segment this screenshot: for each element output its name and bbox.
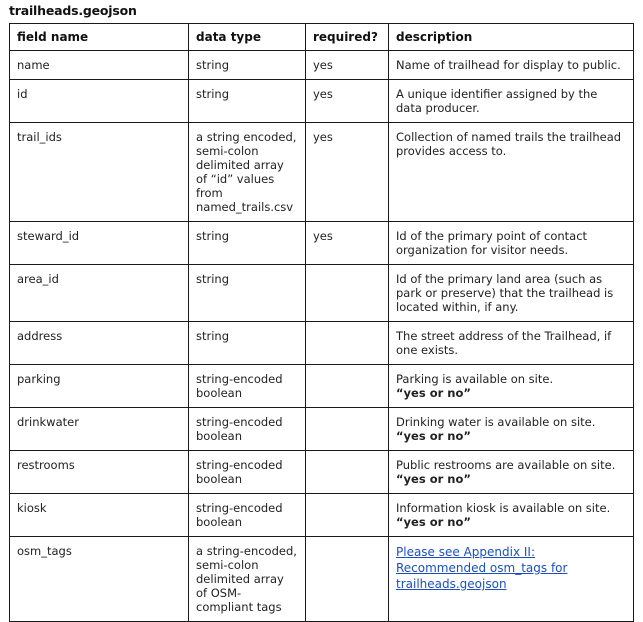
required-cell	[306, 408, 389, 451]
required-cell: yes	[306, 80, 389, 123]
value-format-note: “yes or no”	[396, 429, 471, 443]
required-cell	[306, 265, 389, 322]
description-cell	[389, 265, 634, 322]
data-type-cell: string	[189, 222, 306, 265]
header-data-type: data type	[189, 24, 306, 51]
description-text: Public restrooms are available on site.	[396, 458, 616, 472]
description-text: The street address of the Trailhead, if one exists.	[396, 329, 612, 357]
table-row	[10, 322, 634, 365]
description-cell	[389, 80, 634, 123]
data-type-cell: a string-encoded, semi-colon delimited array of OSM-compliant tags	[189, 537, 306, 622]
data-type-cell: string	[189, 265, 306, 322]
data-type-cell: a string encoded, semi-colon delimited array of “id” values from named_trails.csv	[189, 123, 306, 222]
table-row	[10, 265, 634, 322]
field-name-cell: kiosk	[10, 494, 189, 537]
description-cell	[389, 51, 634, 80]
field-name-cell: address	[10, 322, 189, 365]
table-row	[10, 80, 634, 123]
description-text: Name of trailhead for display to public.	[396, 58, 621, 72]
field-name-cell: restrooms	[10, 451, 189, 494]
required-cell	[306, 365, 389, 408]
field-name-cell: area_id	[10, 265, 189, 322]
field-name-cell: id	[10, 80, 189, 123]
value-format-note: “yes or no”	[396, 515, 471, 529]
field-name-cell: osm_tags	[10, 537, 189, 622]
table-row	[10, 51, 634, 80]
field-name-cell: parking	[10, 365, 189, 408]
header-field-name: field name	[10, 24, 189, 51]
description-text: Id of the primary point of contact organization for visitor needs.	[396, 229, 588, 257]
schema-table	[9, 23, 634, 622]
description-text: Information kiosk is available on site.	[396, 501, 611, 515]
table-row	[10, 451, 634, 494]
data-type-cell: string-encoded boolean	[189, 451, 306, 494]
required-cell	[306, 537, 389, 622]
appendix-ii-link[interactable]: Please see Appendix II: Recommended osm_tags for trailheads.geojson	[396, 545, 568, 591]
description-text: Collection of named trails the trailhead provides access to.	[396, 130, 622, 158]
data-type-cell: string	[189, 322, 306, 365]
field-name-cell: steward_id	[10, 222, 189, 265]
required-cell: yes	[306, 222, 389, 265]
description-cell	[389, 451, 634, 494]
value-format-note: “yes or no”	[396, 472, 471, 486]
data-type-cell: string-encoded boolean	[189, 365, 306, 408]
description-cell	[389, 222, 634, 265]
header-description: description	[389, 24, 634, 51]
value-format-note: “yes or no”	[396, 386, 471, 400]
description-cell	[389, 408, 634, 451]
document-title: trailheads.geojson	[9, 3, 137, 18]
data-type-cell: string	[189, 51, 306, 80]
required-cell	[306, 322, 389, 365]
description-cell	[389, 494, 634, 537]
field-name-cell: name	[10, 51, 189, 80]
required-cell: yes	[306, 123, 389, 222]
description-cell	[389, 322, 634, 365]
table-row	[10, 408, 634, 451]
table-row	[10, 365, 634, 408]
required-cell: yes	[306, 51, 389, 80]
description-text: Id of the primary land area (such as park or preserve) that the trailhead is located within, if any.	[396, 272, 614, 314]
description-text: Parking is available on site.	[396, 372, 554, 386]
table-row	[10, 494, 634, 537]
required-cell	[306, 494, 389, 537]
header-row	[10, 24, 634, 51]
header-required: required?	[306, 24, 389, 51]
table-row	[10, 537, 634, 622]
description-text: Drinking water is available on site.	[396, 415, 596, 429]
required-cell	[306, 451, 389, 494]
data-type-cell: string-encoded boolean	[189, 408, 306, 451]
description-cell	[389, 123, 634, 222]
description-cell	[389, 537, 634, 622]
table-row	[10, 222, 634, 265]
description-text: A unique identifier assigned by the data producer.	[396, 87, 598, 115]
table-row	[10, 123, 634, 222]
field-name-cell: trail_ids	[10, 123, 189, 222]
data-type-cell: string	[189, 80, 306, 123]
description-cell	[389, 365, 634, 408]
field-name-cell: drinkwater	[10, 408, 189, 451]
data-type-cell: string-encoded boolean	[189, 494, 306, 537]
